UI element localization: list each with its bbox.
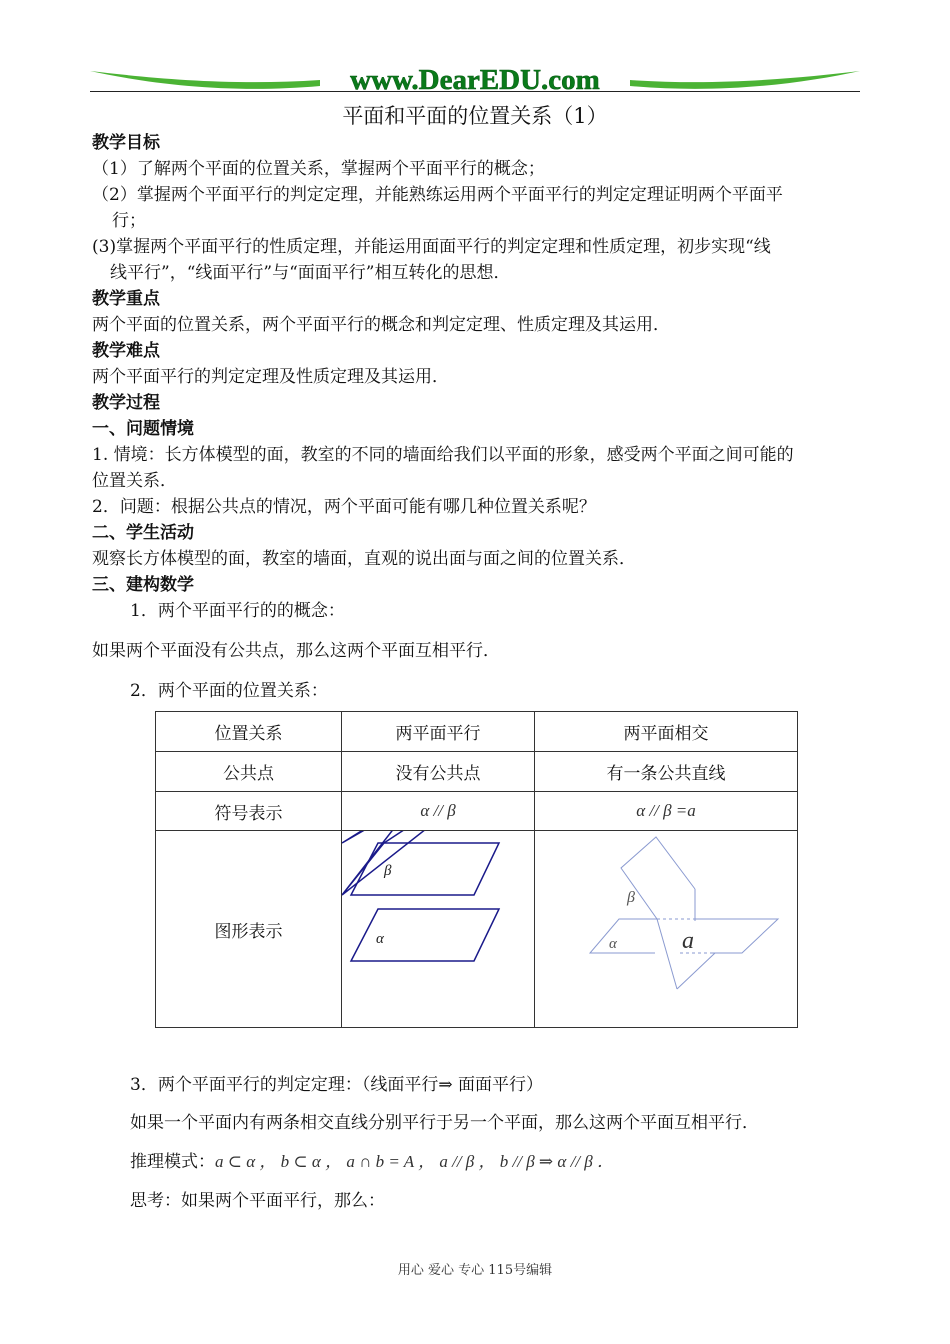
table-cell: 有一条公共直线: [535, 752, 798, 792]
header-rule: [90, 91, 860, 92]
table-cell: 符号表示: [156, 792, 342, 831]
parallel-planes-figure: [342, 831, 534, 1027]
thinking-text: 思考：如果两个平面平行，那么：: [130, 1191, 385, 1211]
goal-2-line-2: 行；: [112, 211, 146, 231]
goal-3-line-2: 线平行”，“线面平行”与“面面平行”相互转化的思想．: [110, 263, 511, 283]
part-3-heading: 三、建构数学: [92, 575, 194, 595]
goal-3-line-1: (3)掌握两个平面平行的性质定理，并能运用面面平行的判定定理和性质定理，初步实现“线: [92, 237, 771, 257]
figure-parallel-cell: [342, 831, 535, 1028]
plane-beta: [351, 843, 499, 895]
label-beta: β: [627, 889, 635, 906]
theorem-text: 如果一个平面内有两条相交直线分别平行于另一个平面，那么这两个平面互相平行．: [130, 1113, 759, 1133]
page-title: 平面和平面的位置关系（1）: [342, 104, 608, 128]
concept-heading: 1．两个平面平行的的概念：: [130, 601, 345, 621]
difficulty-heading: 教学难点: [92, 341, 160, 361]
plane-beta: [621, 837, 695, 919]
goal-2-line-1: （2）掌握两个平面平行的判定定理，并能熟练运用两个平面平行的判定定理证明两个平面平: [92, 185, 783, 205]
table-cell: 图形表示: [156, 831, 342, 1028]
reasoning-label: 推理模式：: [130, 1152, 215, 1172]
table-header-cell: 位置关系: [156, 712, 342, 752]
key-text: 两个平面的位置关系，两个平面平行的概念和判定定理、性质定理及其运用．: [92, 315, 670, 335]
relation-table: [155, 711, 798, 1028]
part-1-item-2: 2．问题：根据公共点的情况，两个平面可能有哪几种位置关系呢？: [92, 497, 596, 517]
label-alpha: α: [376, 931, 384, 947]
table-cell: 没有公共点: [342, 752, 535, 792]
table-header-cell: 两平面平行: [342, 712, 535, 752]
part-1-item-1-line-1: 1. 情境：长方体模型的面，教室的不同的墙面给我们以平面的形象，感受两个平面之间可能的: [92, 445, 794, 465]
figure-intersect-cell: [535, 831, 798, 1028]
plane-alpha: [351, 909, 499, 961]
label-beta: β: [384, 863, 392, 879]
goal-1: （1）了解两个平面的位置关系，掌握两个平面平行的概念；: [92, 159, 545, 179]
concept-text: 如果两个平面没有公共点，那么这两个平面互相平行．: [92, 641, 500, 661]
header-logo-banner: [90, 60, 860, 100]
label-line-a: a: [682, 928, 694, 954]
relation-heading: 2．两个平面的位置关系：: [130, 681, 328, 701]
difficulty-text: 两个平面平行的判定定理及性质定理及其运用．: [92, 367, 449, 387]
key-heading: 教学重点: [92, 289, 160, 309]
label-alpha: α: [609, 936, 617, 952]
plane-beta-shape: [342, 831, 534, 895]
table-cell: 公共点: [156, 752, 342, 792]
part-1-item-1-line-2: 位置关系．: [92, 471, 177, 491]
part-2-heading: 二、学生活动: [92, 523, 194, 543]
page-footer: 用心 爱心 专心 115号编辑: [397, 1263, 553, 1278]
goals-heading: 教学目标: [92, 133, 160, 153]
table-header-cell: 两平面相交: [535, 712, 798, 752]
logo-text: www.DearEDU.com: [350, 64, 600, 96]
part-2-text: 观察长方体模型的面，教室的墙面，直观的说出面与面之间的位置关系．: [92, 549, 636, 569]
process-heading: 教学过程: [92, 393, 160, 413]
intersecting-planes-figure: [535, 831, 797, 1027]
symbol-parallel: α // β: [342, 792, 535, 831]
reasoning-formula: a ⊂ α ， b ⊂ α ， a ∩ b = A ， a // β ， b // β ⇒ α // β ．: [215, 1152, 615, 1171]
part-1-heading: 一、问题情境: [92, 419, 194, 439]
reasoning-line: [130, 1147, 614, 1172]
theorem-heading: 3．两个平面平行的判定定理：（线面平行⇒ 面面平行）: [130, 1075, 543, 1095]
symbol-intersect: α // β =a: [535, 792, 798, 831]
